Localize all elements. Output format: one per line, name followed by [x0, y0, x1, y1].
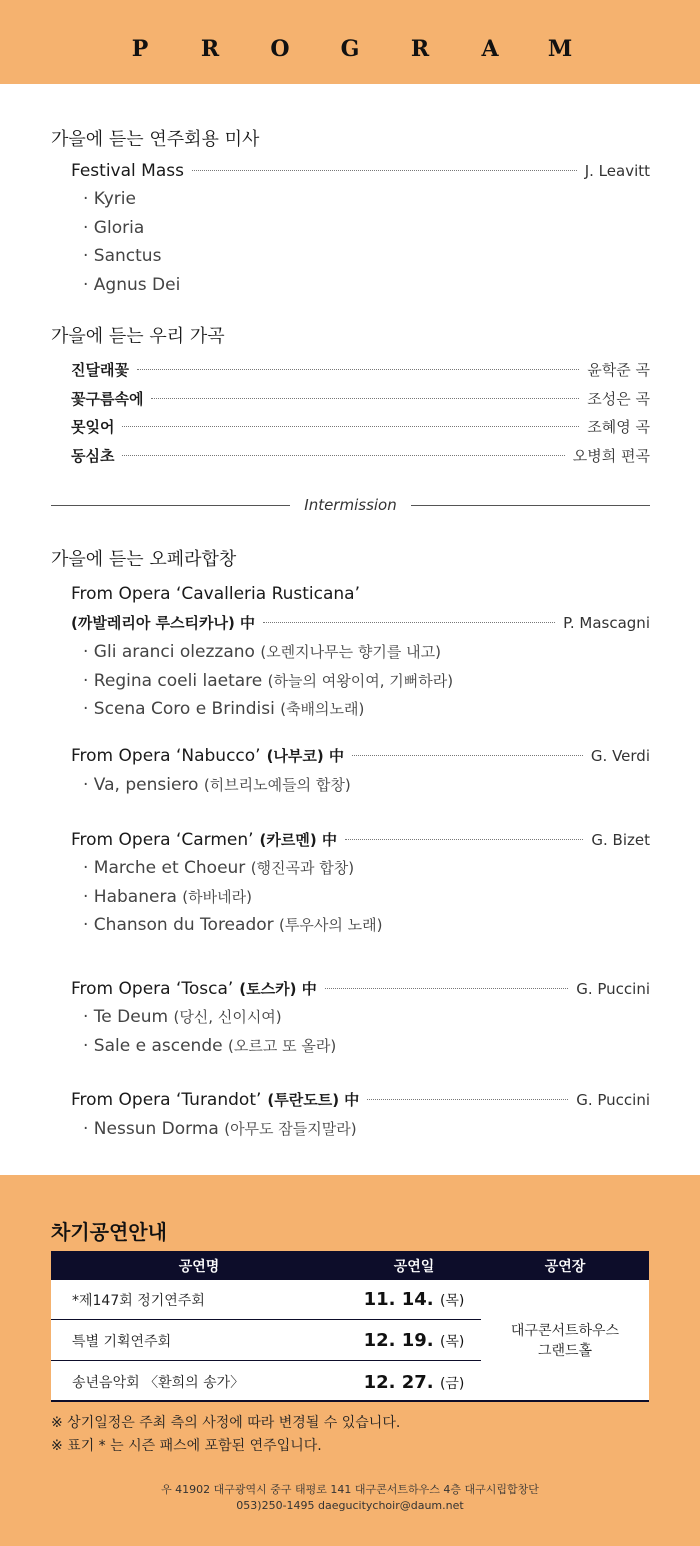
header-concert-name: 공연명 [178, 1258, 220, 1275]
concert-date-value: 12. 27. [363, 1371, 434, 1393]
footer-address: 우 41902 대구광역시 중구 태평로 141 대구콘서트하우스 4층 대구시립합창단 [161, 1483, 539, 1496]
concert-name: *제147회 정기연주회 [72, 1292, 205, 1309]
opera-item-kr: (하늘의 여왕이여, 기뻐하라) [267, 672, 454, 690]
opera-kr-row [71, 612, 650, 633]
header-venue: 공연장 [544, 1258, 586, 1275]
opera-item-kr: (오렌지나무는 향기를 내고) [260, 643, 441, 661]
program-letter: R [410, 36, 430, 62]
concert-name: 송년음악회 〈환희의 송가〉 [72, 1375, 245, 1391]
song-composer: 오병희 편곡 [572, 447, 650, 465]
concert-weekday: (목) [439, 1334, 465, 1350]
movement-item: · Gloria [83, 218, 145, 238]
leader-dots [122, 455, 564, 456]
schedule-note: ※ 상기일정은 주최 측의 사정에 따라 변경될 수 있습니다. [51, 1415, 401, 1431]
concert-date [347, 1289, 481, 1310]
program-letter: P [131, 36, 149, 62]
table-row [51, 1362, 481, 1402]
program-letter: R [200, 36, 220, 62]
song-row [71, 388, 650, 409]
song-composer: 조혜영 곡 [587, 418, 650, 436]
schedule-header-row [51, 1251, 649, 1280]
song-title: 동심초 [71, 447, 115, 465]
leader-dots [122, 426, 579, 427]
opera-item-kr: (행진곡과 합창) [250, 859, 355, 877]
opera-item-en: · Te Deum [83, 1007, 169, 1027]
opera-item-en: · Regina coeli laetare [83, 671, 263, 691]
program-letter: M [547, 36, 573, 62]
opera-item [83, 1118, 357, 1139]
table-row [51, 1321, 481, 1361]
song-composer: 조성은 곡 [587, 390, 650, 408]
divider-line [51, 505, 290, 506]
opera-item [83, 1035, 336, 1056]
opera-kr-title: (까발레리아 루스티카나) 中 [71, 614, 256, 632]
concert-weekday: (목) [439, 1293, 465, 1309]
opera-item-kr: (아무도 잠들지말라) [224, 1120, 357, 1138]
opera-title-row [71, 978, 650, 999]
venue-line: 그랜드홀 [537, 1343, 593, 1359]
program-letter: G [340, 36, 360, 62]
leader-dots [367, 1099, 568, 1100]
concert-date-value: 12. 19. [363, 1330, 434, 1351]
intermission-divider [51, 496, 650, 514]
opera-item [83, 698, 364, 719]
concert-name: 특별 기획연주회 [72, 1333, 172, 1350]
program-title [0, 36, 700, 62]
opera-item-en: · Nessun Dorma [83, 1119, 219, 1139]
table-row [51, 1280, 481, 1320]
opera-title: From Opera ‘Nabucco’ [71, 746, 261, 766]
venue-cell [481, 1280, 649, 1402]
leader-dots [192, 170, 577, 171]
opera-item-kr: (하바네라) [182, 888, 252, 906]
opera-kr-title: (투란도트) 中 [267, 1091, 360, 1109]
header-concert-date: 공연일 [393, 1258, 435, 1275]
schedule-body [51, 1280, 649, 1402]
movement-item: · Sanctus [83, 246, 162, 266]
opera-item-en: · Scena Coro e Brindisi [83, 699, 275, 719]
opera-kr-title: (나부코) 中 [266, 747, 344, 765]
work-row-festival-mass [71, 161, 650, 181]
concert-date [347, 1330, 481, 1351]
leader-dots [325, 988, 569, 989]
section-title-korean-songs: 가을에 듣는 우리 가곡 [51, 326, 225, 347]
opera-title: From Opera ‘Turandot’ [71, 1090, 262, 1110]
footer-contact: 053)250-1495 daegucitychoir@daum.net [236, 1499, 464, 1512]
opera-item [83, 886, 252, 907]
opera-title-row [71, 829, 650, 850]
movement-item: · Agnus Dei [83, 275, 181, 295]
opera-item-en: · Gli aranci olezzano [83, 642, 255, 662]
work-composer: J. Leavitt [584, 162, 650, 180]
concert-date-value: 11. 14. [363, 1289, 434, 1310]
opera-item-en: · Habanera [83, 887, 177, 907]
opera-item [83, 774, 351, 795]
opera-item [83, 857, 354, 878]
song-composer: 윤학준 곡 [587, 361, 650, 379]
opera-item-en: · Sale e ascende [83, 1036, 223, 1056]
opera-item-kr: (축배의노래) [280, 700, 365, 718]
program-letter: O [270, 36, 290, 62]
song-row [71, 445, 650, 466]
song-title: 못잊어 [71, 418, 115, 436]
opera-title-row [71, 1089, 650, 1110]
opera-item [83, 670, 453, 691]
leader-dots [345, 839, 583, 840]
song-row [71, 359, 650, 380]
opera-composer: G. Verdi [590, 747, 650, 765]
leader-dots [352, 755, 583, 756]
opera-title-row [71, 745, 650, 766]
opera-title: From Opera ‘Cavalleria Rusticana’ [71, 584, 360, 604]
opera-item-kr: (투우사의 노래) [279, 916, 383, 934]
intermission-label: Intermission [304, 496, 397, 514]
concert-date [347, 1372, 481, 1393]
opera-item-kr: (당신, 신이시여) [173, 1008, 282, 1026]
song-row [71, 416, 650, 437]
leader-dots [151, 398, 579, 399]
section-title-opera: 가을에 듣는 오페라합창 [51, 549, 237, 570]
opera-kr-title: (토스카) 中 [239, 980, 317, 998]
opera-composer: P. Mascagni [563, 614, 650, 632]
divider-line [411, 505, 650, 506]
opera-title: From Opera ‘Carmen’ [71, 830, 254, 850]
opera-item [83, 641, 441, 662]
opera-kr-title: (카르멘) 中 [259, 831, 337, 849]
opera-composer: G. Puccini [576, 1091, 650, 1109]
schedule-table [51, 1251, 649, 1402]
leader-dots [263, 622, 555, 623]
opera-title-row [71, 584, 650, 604]
schedule-note: ※ 표기 * 는 시즌 패스에 포함된 연주입니다. [51, 1438, 322, 1454]
opera-item-en: · Chanson du Toreador [83, 915, 274, 935]
program-letter: A [481, 36, 499, 62]
song-title: 진달래꽃 [71, 361, 129, 379]
opera-title: From Opera ‘Tosca’ [71, 979, 234, 999]
section-title-mass: 가을에 듣는 연주회용 미사 [51, 129, 260, 150]
opera-item [83, 914, 382, 935]
opera-item-en: · Va, pensiero [83, 775, 199, 795]
leader-dots [137, 369, 579, 370]
opera-item [83, 1006, 282, 1027]
venue-line: 대구콘서트하우스 [510, 1323, 620, 1339]
song-title: 꽃구름속에 [71, 390, 144, 408]
work-title: Festival Mass [71, 161, 184, 181]
next-concerts-title: 차기공연안내 [51, 1220, 167, 1244]
opera-item-en: · Marche et Choeur [83, 858, 246, 878]
movement-item: · Kyrie [83, 189, 136, 209]
opera-item-kr: (히브리노예들의 합창) [203, 776, 351, 794]
concert-weekday: (금) [439, 1375, 465, 1392]
opera-item-kr: (오르고 또 올라) [227, 1037, 337, 1055]
opera-composer: G. Puccini [576, 980, 650, 998]
opera-composer: G. Bizet [591, 831, 650, 849]
